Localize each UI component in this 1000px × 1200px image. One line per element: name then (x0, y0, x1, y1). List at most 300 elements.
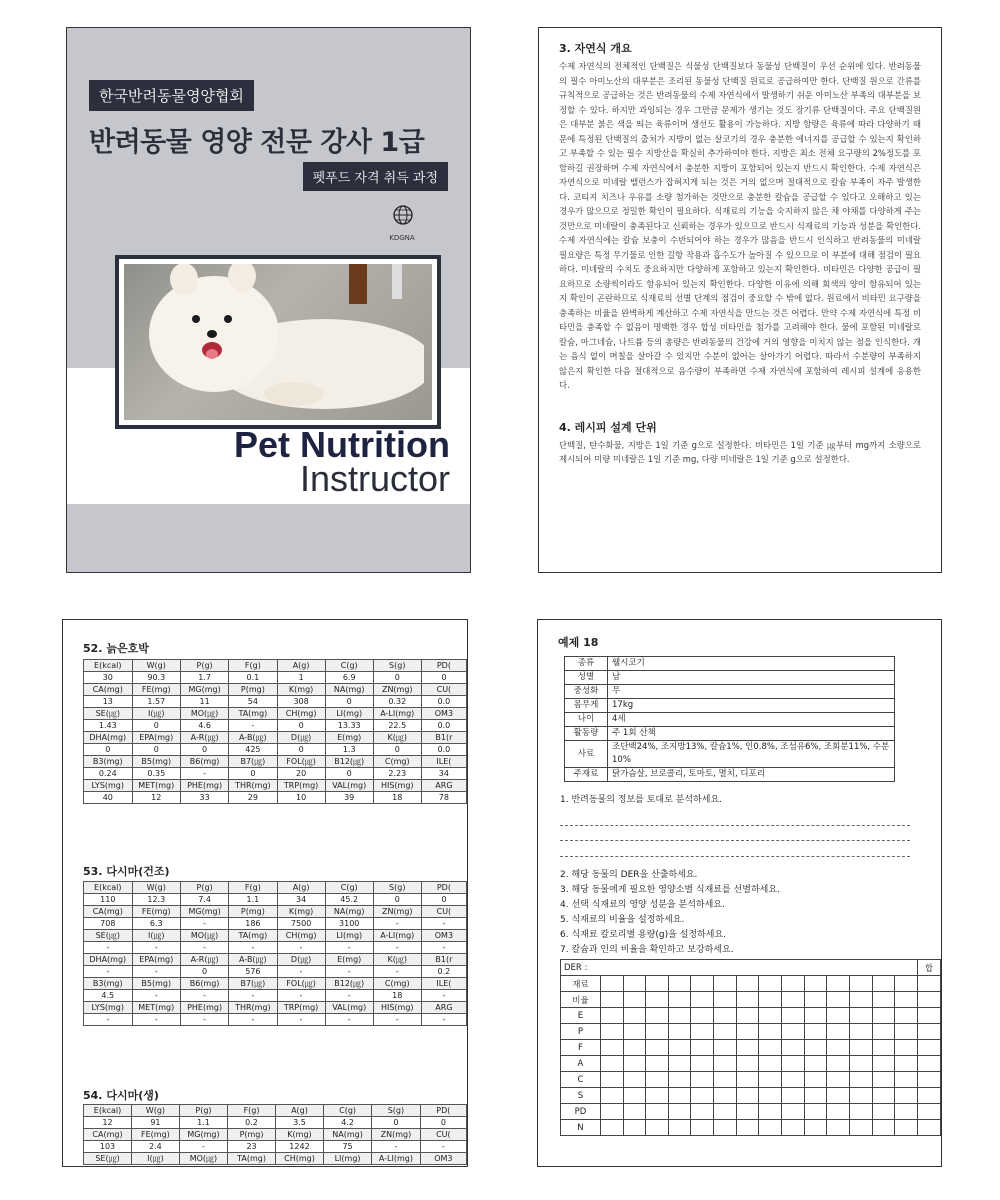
der-total-label: 합 (917, 960, 940, 976)
der-cell[interactable] (646, 976, 669, 992)
der-cell[interactable] (782, 1120, 805, 1136)
der-cell[interactable] (827, 1088, 850, 1104)
der-cell[interactable] (714, 992, 737, 1008)
table-cell: EPA(mg) (132, 954, 180, 966)
table-cell: - (277, 966, 325, 978)
der-cell[interactable] (804, 1040, 827, 1056)
der-cell[interactable] (668, 1024, 691, 1040)
der-cell[interactable] (623, 1120, 646, 1136)
table-cell: 0 (277, 720, 325, 732)
der-cell[interactable] (849, 1040, 872, 1056)
der-cell[interactable] (917, 992, 940, 1008)
table-cell: ZN(mg) (373, 684, 421, 696)
table-cell: LYS(mg) (84, 1002, 133, 1014)
table-cell: 11 (180, 696, 228, 708)
table-cell: B3(mg) (84, 756, 133, 768)
table-row (84, 954, 467, 966)
info-value: 닭가슴살, 브로콜리, 토마토, 멸치, 디포리 (608, 768, 895, 782)
der-cell[interactable] (668, 1008, 691, 1024)
table-cell: 54 (229, 696, 277, 708)
table-cell: 2.23 (373, 768, 421, 780)
table-cell: - (132, 990, 180, 1002)
question-item: 7. 칼슘과 인의 비율을 확인하고 보강하세요. (560, 945, 734, 955)
der-cell[interactable] (827, 1024, 850, 1040)
der-cell[interactable] (804, 992, 827, 1008)
table-row (84, 756, 467, 768)
der-cell[interactable] (623, 1104, 646, 1120)
der-cell[interactable] (804, 1024, 827, 1040)
table-cell: FOL(㎍) (277, 756, 325, 768)
der-cell[interactable] (646, 1120, 669, 1136)
der-cell[interactable] (623, 976, 646, 992)
der-cell[interactable] (691, 1024, 714, 1040)
table-cell: 4.2 (324, 1117, 372, 1129)
table-cell: - (373, 918, 421, 930)
der-cell[interactable] (600, 1120, 623, 1136)
pet-info-table (564, 656, 895, 782)
table-cell: OM3 (421, 708, 466, 720)
der-cell[interactable] (804, 1056, 827, 1072)
table-cell: B1(r (421, 954, 466, 966)
der-cell[interactable] (668, 1104, 691, 1120)
table-cell: 30 (84, 672, 133, 684)
der-row (561, 1088, 941, 1104)
der-cell[interactable] (759, 976, 782, 992)
table-row (84, 930, 467, 942)
der-cell[interactable] (827, 1120, 850, 1136)
der-cell[interactable] (736, 1072, 759, 1088)
der-cell[interactable] (895, 1056, 918, 1072)
table-cell: 425 (229, 744, 277, 756)
der-cell[interactable] (895, 1088, 918, 1104)
table-cell: - (277, 942, 325, 954)
der-cell[interactable] (872, 1008, 895, 1024)
der-cell[interactable] (782, 1088, 805, 1104)
der-cell[interactable] (691, 992, 714, 1008)
nutrition-table-53 (83, 881, 467, 1026)
der-cell[interactable] (691, 1072, 714, 1088)
answer-line (560, 856, 910, 857)
table-cell: 0 (132, 720, 180, 732)
table-cell: - (421, 990, 466, 1002)
der-cell[interactable] (782, 976, 805, 992)
table-cell: W(g) (132, 1105, 180, 1117)
cover-organization-label: 한국반려동물영양협회 (89, 80, 254, 111)
der-cell[interactable] (600, 992, 623, 1008)
table-cell: K(mg) (277, 684, 325, 696)
der-cell[interactable] (691, 1056, 714, 1072)
der-cell[interactable] (782, 1056, 805, 1072)
der-cell[interactable] (917, 1008, 940, 1024)
table-cell: 0 (373, 894, 421, 906)
table-cell: 18 (373, 990, 421, 1002)
table-cell: OM3 (420, 1153, 466, 1165)
der-cell[interactable] (714, 1104, 737, 1120)
der-cell[interactable] (759, 1072, 782, 1088)
der-cell[interactable] (895, 1024, 918, 1040)
table-cell: - (373, 942, 421, 954)
table-cell: 0 (277, 744, 325, 756)
table-cell: - (229, 720, 277, 732)
der-cell[interactable] (714, 1120, 737, 1136)
table-cell: 12 (132, 792, 180, 804)
der-cell[interactable] (827, 1008, 850, 1024)
table-cell: B7(㎍) (229, 978, 277, 990)
table-cell: MO(㎍) (180, 708, 228, 720)
table-cell: B3(mg) (84, 978, 133, 990)
der-cell[interactable] (872, 1072, 895, 1088)
question-item: 4. 선택 식재료의 영양 성분을 분석하세요. (560, 900, 725, 910)
table-cell: CU( (421, 906, 466, 918)
table-cell: - (325, 942, 373, 954)
question-item: 5. 식재료의 비율을 설정하세요. (560, 915, 685, 925)
table-cell: 0 (372, 1117, 421, 1129)
table-cell: 0 (84, 744, 133, 756)
der-cell[interactable] (714, 1072, 737, 1088)
question-item: 3. 해당 동물에게 필요한 영양소별 식재료를 선별하세요. (560, 885, 780, 895)
table-cell: B12(㎍) (325, 756, 373, 768)
table-cell: 0.24 (84, 768, 133, 780)
table-row (84, 990, 467, 1002)
der-cell[interactable] (714, 1008, 737, 1024)
exercise-title: 예제 18 (558, 636, 599, 649)
der-row-label: 재료 (561, 976, 601, 992)
der-cell[interactable] (646, 1040, 669, 1056)
der-cell[interactable] (872, 1120, 895, 1136)
section-4-body: 단백질, 탄수화물, 지방은 1일 기준 g으로 설정한다. 비타민은 1일 기준 ㎍부터 mg까지 소량으로 제시되어 미량 미네랄은 1일 기준 mg, 다량 미네랄은 1일 기준 g으로 설정한다. (559, 439, 921, 464)
table-cell: 708 (84, 918, 133, 930)
table-row (84, 660, 467, 672)
table-cell: - (84, 1014, 133, 1026)
der-cell[interactable] (668, 1088, 691, 1104)
table-cell: 18 (373, 792, 421, 804)
info-value: 4세 (608, 713, 895, 727)
der-row (561, 1024, 941, 1040)
table-cell: - (325, 990, 373, 1002)
der-cell[interactable] (849, 992, 872, 1008)
der-cell[interactable] (782, 1008, 805, 1024)
table-cell: CU( (420, 1129, 466, 1141)
der-cell[interactable] (895, 1120, 918, 1136)
der-cell[interactable] (804, 1088, 827, 1104)
table-cell: ILE( (421, 978, 466, 990)
table-cell: A(g) (277, 882, 325, 894)
der-cell[interactable] (736, 1056, 759, 1072)
der-cell[interactable] (646, 1056, 669, 1072)
der-cell[interactable] (872, 976, 895, 992)
der-cell[interactable] (872, 1024, 895, 1040)
table-cell: C(g) (325, 660, 373, 672)
table-title-52: 52. 늙은호박 (83, 642, 149, 655)
der-cell[interactable] (668, 1056, 691, 1072)
table-cell: P(mg) (229, 906, 277, 918)
info-row (565, 727, 895, 741)
der-cell[interactable] (600, 1040, 623, 1056)
table-cell: W(g) (132, 660, 180, 672)
der-cell[interactable] (691, 1104, 714, 1120)
der-cell[interactable] (646, 992, 669, 1008)
table-cell: P(g) (180, 882, 228, 894)
der-cell[interactable] (623, 1008, 646, 1024)
der-cell[interactable] (827, 1040, 850, 1056)
der-cell[interactable] (736, 1024, 759, 1040)
der-cell[interactable] (736, 1104, 759, 1120)
der-cell[interactable] (623, 1056, 646, 1072)
table-cell: 0.35 (132, 768, 180, 780)
der-cell[interactable] (646, 1072, 669, 1088)
der-cell[interactable] (623, 1040, 646, 1056)
der-cell[interactable] (872, 1040, 895, 1056)
der-cell[interactable] (895, 1104, 918, 1120)
der-cell[interactable] (849, 1072, 872, 1088)
der-cell[interactable] (895, 992, 918, 1008)
der-cell[interactable] (872, 1104, 895, 1120)
der-cell[interactable] (872, 1056, 895, 1072)
table-cell: B5(mg) (132, 756, 180, 768)
table-cell: SE(㎍) (84, 708, 133, 720)
der-cell[interactable] (600, 976, 623, 992)
nutrition-tables-page (62, 619, 468, 1167)
table-row (84, 684, 467, 696)
der-cell[interactable] (917, 1104, 940, 1120)
der-row-label: 비율 (561, 992, 601, 1008)
table-cell: - (84, 966, 133, 978)
der-cell[interactable] (623, 1088, 646, 1104)
der-cell[interactable] (849, 1088, 872, 1104)
der-cell[interactable] (714, 976, 737, 992)
der-cell[interactable] (782, 1040, 805, 1056)
der-cell[interactable] (691, 1040, 714, 1056)
table-cell: MG(mg) (179, 1129, 227, 1141)
table-cell: - (420, 1141, 466, 1153)
table-row (84, 696, 467, 708)
table-cell: P(g) (179, 1105, 227, 1117)
der-cell[interactable] (759, 1120, 782, 1136)
der-cell[interactable] (668, 1120, 691, 1136)
info-row (565, 699, 895, 713)
der-cell[interactable] (782, 1072, 805, 1088)
der-row (561, 1104, 941, 1120)
der-cell[interactable] (917, 1072, 940, 1088)
der-cell[interactable] (600, 1008, 623, 1024)
der-cell[interactable] (714, 1056, 737, 1072)
der-cell[interactable] (872, 992, 895, 1008)
der-cell[interactable] (736, 1088, 759, 1104)
der-cell[interactable] (759, 992, 782, 1008)
table-cell: FE(mg) (132, 684, 180, 696)
der-cell[interactable] (827, 992, 850, 1008)
der-cell[interactable] (782, 992, 805, 1008)
der-cell[interactable] (759, 1024, 782, 1040)
der-row-label: A (561, 1056, 601, 1072)
table-cell: 0 (421, 894, 466, 906)
table-row (84, 1002, 467, 1014)
table-cell: 0.1 (229, 672, 277, 684)
table-cell: ARG (421, 1002, 466, 1014)
der-cell[interactable] (668, 1072, 691, 1088)
der-cell[interactable] (736, 1040, 759, 1056)
der-cell[interactable] (895, 976, 918, 992)
der-cell[interactable] (646, 1008, 669, 1024)
der-cell[interactable] (646, 1104, 669, 1120)
table-cell: 13 (84, 696, 133, 708)
der-cell[interactable] (759, 1040, 782, 1056)
der-cell[interactable] (736, 992, 759, 1008)
der-cell[interactable] (600, 1024, 623, 1040)
der-cell[interactable] (917, 976, 940, 992)
der-cell[interactable] (804, 1072, 827, 1088)
table-cell: - (421, 918, 466, 930)
der-cell[interactable] (759, 1104, 782, 1120)
der-calculation-table (560, 959, 941, 1136)
table-cell: 0 (325, 696, 373, 708)
table-cell: D(㎍) (277, 954, 325, 966)
der-cell[interactable] (759, 1008, 782, 1024)
der-cell[interactable] (782, 1024, 805, 1040)
der-cell[interactable] (714, 1088, 737, 1104)
table-cell: A-B(㎍) (229, 954, 277, 966)
globe-icon (392, 204, 414, 226)
info-key: 활동량 (565, 727, 608, 741)
der-cell[interactable] (895, 1008, 918, 1024)
table-cell: B7(㎍) (229, 756, 277, 768)
der-cell[interactable] (668, 976, 691, 992)
der-cell[interactable] (895, 1040, 918, 1056)
der-cell[interactable] (849, 1008, 872, 1024)
der-cell[interactable] (600, 1104, 623, 1120)
table-cell: VAL(mg) (325, 1002, 373, 1014)
cover-english-title-line2: Instructor (299, 458, 450, 499)
table-row (84, 918, 467, 930)
table-cell: CH(mg) (275, 1153, 323, 1165)
table-cell: - (132, 1014, 180, 1026)
table-row (84, 1014, 467, 1026)
table-cell: 22.5 (373, 720, 421, 732)
der-row (561, 1072, 941, 1088)
der-row-label: S (561, 1088, 601, 1104)
table-row (84, 906, 467, 918)
info-key: 사료 (565, 741, 608, 768)
info-key: 나이 (565, 713, 608, 727)
der-cell[interactable] (849, 1120, 872, 1136)
table-cell: 1.7 (180, 672, 228, 684)
der-cell[interactable] (917, 1120, 940, 1136)
table-cell: - (229, 990, 277, 1002)
der-cell[interactable] (917, 1024, 940, 1040)
der-cell[interactable] (895, 1072, 918, 1088)
der-cell[interactable] (827, 976, 850, 992)
table-cell: 40 (84, 792, 133, 804)
der-row (561, 1120, 941, 1136)
der-row-label: F (561, 1040, 601, 1056)
der-cell[interactable] (872, 1088, 895, 1104)
der-cell[interactable] (736, 976, 759, 992)
table-cell: S(g) (373, 660, 421, 672)
cover-english-title-line1: Pet Nutrition (234, 424, 450, 465)
table-cell: 186 (229, 918, 277, 930)
table-cell: TA(mg) (229, 930, 277, 942)
der-cell[interactable] (804, 976, 827, 992)
table-cell: 1.1 (229, 894, 277, 906)
table-cell: CU( (421, 684, 466, 696)
table-cell: CA(mg) (84, 906, 133, 918)
der-cell[interactable] (782, 1104, 805, 1120)
table-cell: A(g) (275, 1105, 323, 1117)
der-cell[interactable] (623, 1072, 646, 1088)
der-cell[interactable] (668, 992, 691, 1008)
der-cell[interactable] (917, 1040, 940, 1056)
der-cell[interactable] (849, 1104, 872, 1120)
der-cell[interactable] (623, 1024, 646, 1040)
table-cell: - (84, 942, 133, 954)
der-cell[interactable] (646, 1024, 669, 1040)
table-cell: - (132, 966, 180, 978)
table-row (84, 732, 467, 744)
table-cell: - (421, 1014, 466, 1026)
der-cell[interactable] (849, 976, 872, 992)
info-key: 성별 (565, 671, 608, 685)
table-row (84, 768, 467, 780)
der-cell[interactable] (600, 1088, 623, 1104)
table-cell: - (277, 990, 325, 1002)
info-value: 웰시코기 (608, 657, 895, 671)
table-cell: TRP(mg) (277, 1002, 325, 1014)
der-cell[interactable] (804, 1120, 827, 1136)
der-cell[interactable] (600, 1072, 623, 1088)
table-row (84, 1141, 467, 1153)
table-cell: 34 (277, 894, 325, 906)
der-cell[interactable] (668, 1040, 691, 1056)
info-row (565, 671, 895, 685)
table-cell: A-R(㎍) (180, 954, 228, 966)
der-cell[interactable] (691, 976, 714, 992)
info-value: 주 1회 산책 (608, 727, 895, 741)
der-cell[interactable] (736, 1120, 759, 1136)
der-cell[interactable] (917, 1056, 940, 1072)
der-cell[interactable] (600, 1056, 623, 1072)
der-cell[interactable] (804, 1104, 827, 1120)
der-cell[interactable] (827, 1104, 850, 1120)
table-cell: 23 (228, 1141, 276, 1153)
der-cell[interactable] (759, 1056, 782, 1072)
der-cell[interactable] (917, 1088, 940, 1104)
der-cell[interactable] (849, 1024, 872, 1040)
der-cell[interactable] (736, 1008, 759, 1024)
der-cell[interactable] (714, 1040, 737, 1056)
der-cell[interactable] (691, 1120, 714, 1136)
table-cell: 0 (325, 768, 373, 780)
table-cell: F(g) (228, 1105, 276, 1117)
table-cell: B6(mg) (180, 756, 228, 768)
info-value: 무 (608, 685, 895, 699)
der-cell[interactable] (646, 1088, 669, 1104)
der-row-label: C (561, 1072, 601, 1088)
table-cell: A-B(㎍) (229, 732, 277, 744)
der-cell[interactable] (691, 1008, 714, 1024)
table-cell: 1 (277, 672, 325, 684)
table-cell: 0.0 (421, 720, 466, 732)
table-cell: B1(r (421, 732, 466, 744)
der-cell[interactable] (691, 1088, 714, 1104)
der-cell[interactable] (804, 1008, 827, 1024)
der-cell[interactable] (849, 1056, 872, 1072)
der-cell[interactable] (623, 992, 646, 1008)
nutrition-table-54 (83, 1104, 467, 1165)
der-cell[interactable] (714, 1024, 737, 1040)
der-cell[interactable] (759, 1088, 782, 1104)
der-cell[interactable] (827, 1056, 850, 1072)
der-cell[interactable] (827, 1072, 850, 1088)
